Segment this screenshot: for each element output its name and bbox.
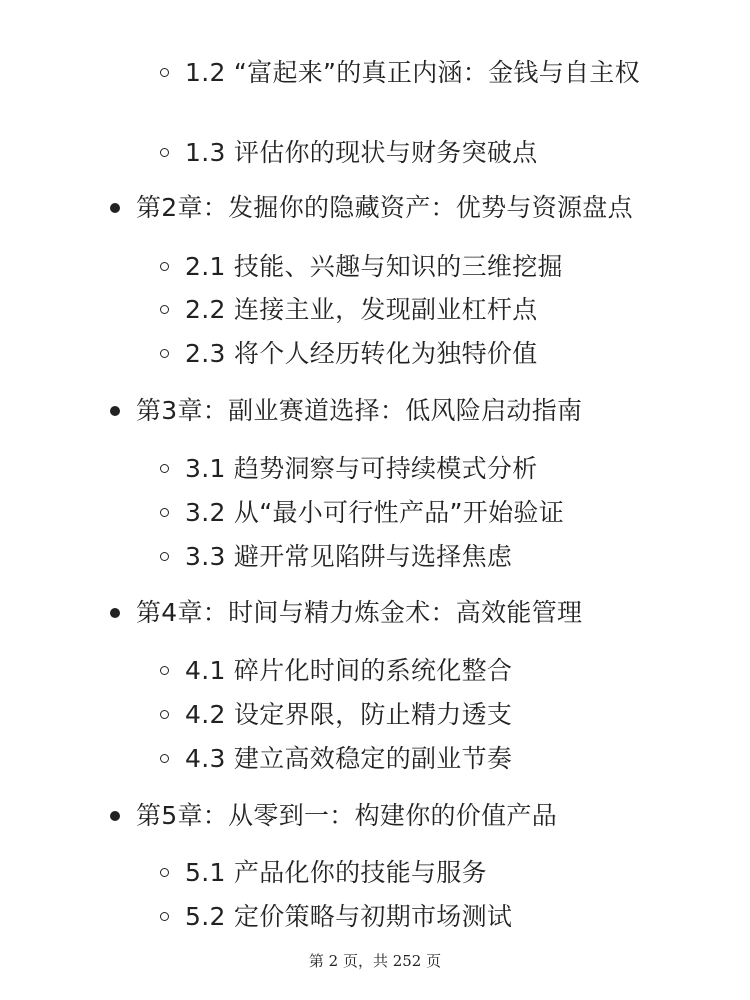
disc-bullet-icon (110, 203, 120, 213)
toc-subsection-4-3 (160, 740, 680, 778)
page-number-footer: 第 2 页，共 252 页 (308, 952, 442, 970)
toc-item-text: 4.1 碎片化时间的系统化整合 (185, 656, 513, 685)
disc-bullet-icon (110, 608, 120, 618)
toc-item-text: 4.3 建立高效稳定的副业节奏 (185, 744, 513, 773)
toc-subsection-4-2 (160, 696, 680, 734)
toc-item-text: 1.3 评估你的现状与财务突破点 (185, 138, 538, 167)
circle-bullet-icon (160, 552, 169, 561)
toc-item-text: 5.2 定价策略与初期市场测试 (185, 902, 513, 931)
toc-subsection-3-1 (160, 450, 680, 488)
toc-item-text: 2.2 连接主业，发现副业杠杆点 (185, 295, 538, 324)
toc-subsection-4-1 (160, 652, 680, 690)
circle-bullet-icon (160, 349, 169, 358)
toc-item-text: 4.2 设定界限，防止精力透支 (185, 700, 513, 729)
circle-bullet-icon (160, 148, 169, 157)
toc-subsection-3-3 (160, 538, 680, 576)
circle-bullet-icon (160, 508, 169, 517)
toc-item-text: 第2章：发掘你的隐藏资产：优势与资源盘点 (136, 193, 633, 222)
toc-subsection-3-2 (160, 494, 680, 532)
toc-chapter-5 (110, 797, 710, 835)
toc-subsection-5-1 (160, 854, 680, 892)
toc-chapter-3 (110, 392, 710, 430)
toc-item-text: 2.3 将个人经历转化为独特价值 (185, 339, 538, 368)
toc-item-text: 3.3 避开常见陷阱与选择焦虑 (185, 542, 513, 571)
disc-bullet-icon (110, 406, 120, 416)
circle-bullet-icon (160, 68, 169, 77)
toc-chapter-2 (110, 189, 710, 227)
circle-bullet-icon (160, 710, 169, 719)
toc-item-text: 第4章：时间与精力炼金术：高效能管理 (136, 598, 583, 627)
disc-bullet-icon (110, 811, 120, 821)
toc-subsection-2-2 (160, 291, 680, 329)
toc-subsection-2-3 (160, 335, 680, 373)
toc-subsection-5-2 (160, 898, 680, 936)
toc-item-text: 第3章：副业赛道选择：低风险启动指南 (136, 396, 583, 425)
toc-item-text: 5.1 产品化你的技能与服务 (185, 858, 487, 887)
toc-item-text: 2.1 技能、兴趣与知识的三维挖掘 (185, 252, 563, 281)
circle-bullet-icon (160, 754, 169, 763)
toc-chapter-4 (110, 594, 710, 632)
toc-subsection-1-2 (160, 54, 680, 92)
toc-item-text: 3.2 从“最小可行性产品”开始验证 (185, 498, 565, 527)
circle-bullet-icon (160, 262, 169, 271)
toc-item-text: 3.1 趋势洞察与可持续模式分析 (185, 454, 538, 483)
toc-subsection-2-1 (160, 248, 680, 286)
toc-item-text: 1.2 “富起来”的真正内涵：金钱与自主权 (185, 58, 640, 87)
toc-item-text: 第5章：从零到一：构建你的价值产品 (136, 801, 558, 830)
circle-bullet-icon (160, 912, 169, 921)
circle-bullet-icon (160, 868, 169, 877)
circle-bullet-icon (160, 666, 169, 675)
circle-bullet-icon (160, 305, 169, 314)
circle-bullet-icon (160, 464, 169, 473)
toc-subsection-1-3 (160, 134, 680, 172)
